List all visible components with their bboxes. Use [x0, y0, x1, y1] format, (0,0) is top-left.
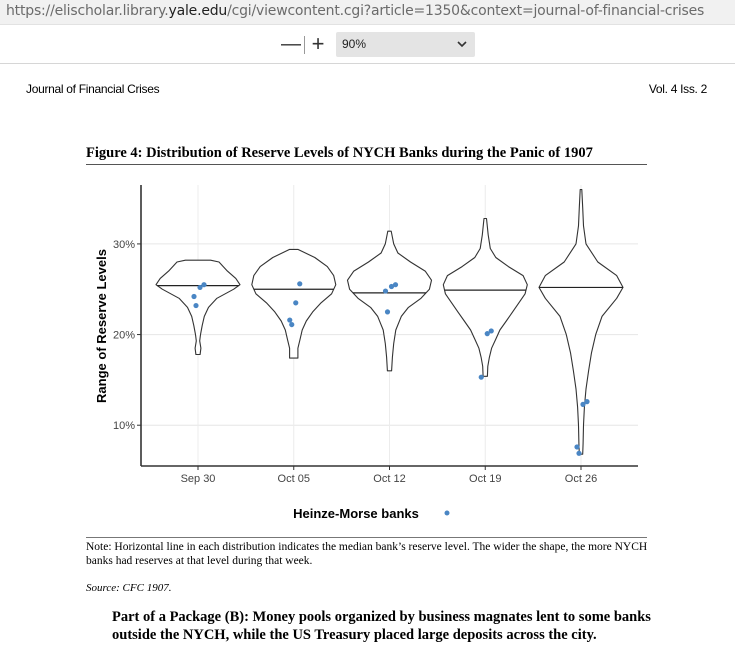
- browser-address-bar[interactable]: [0, 0, 735, 25]
- package-heading: Part of a Package (B): Money pools organized by business magnates lent to some banks outside the NYCH, while the US Treasury placed large deposits across the city.: [112, 609, 651, 643]
- y-tick-label: 30%: [112, 238, 135, 251]
- zoom-in-button[interactable]: +: [311, 31, 325, 56]
- x-tick-label: Oct 26: [564, 473, 598, 485]
- volume-issue: Vol. 4 Iss. 2: [648, 82, 707, 96]
- heinze-morse-point: [193, 303, 198, 308]
- zoom-level-select[interactable]: [336, 32, 475, 57]
- violin-shape: [443, 219, 527, 377]
- heinze-morse-point: [297, 281, 302, 286]
- chevron-down-icon: [456, 36, 468, 52]
- zoom-level-value: 90%: [342, 37, 367, 51]
- figure-title-rule: [86, 164, 647, 165]
- heinze-morse-point: [574, 444, 579, 449]
- heinze-morse-point: [197, 285, 202, 290]
- x-tick-label: Oct 12: [373, 473, 406, 485]
- x-tick-label: Sep 30: [180, 473, 216, 485]
- heinze-morse-point: [385, 309, 390, 314]
- x-tick-label: Oct 05: [277, 473, 310, 485]
- note-rule: [86, 537, 647, 538]
- violin-shape: [156, 260, 240, 354]
- violin-shape: [348, 231, 432, 371]
- heinze-morse-point: [580, 402, 585, 407]
- violin-shape: [539, 190, 623, 455]
- x-tick-label: Oct 19: [469, 473, 502, 485]
- heinze-morse-point: [383, 288, 388, 293]
- heinze-morse-point: [293, 300, 298, 305]
- legend-point-marker: [445, 511, 450, 516]
- legend-label: Heinze-Morse banks: [293, 506, 419, 521]
- y-tick-label: 10%: [112, 420, 135, 433]
- journal-name: Journal of Financial Crises: [26, 82, 160, 96]
- figure-source: Source: CFC 1907.: [86, 582, 172, 594]
- y-tick-label: 20%: [112, 329, 135, 342]
- figure-title: Figure 4: Distribution of Reserve Levels of NYCH Banks during the Panic of 1907: [86, 145, 593, 161]
- heinze-morse-point: [191, 294, 196, 299]
- heinze-morse-point: [485, 331, 490, 336]
- heinze-morse-point: [287, 317, 292, 322]
- toolbar-divider: [304, 36, 305, 54]
- heinze-morse-point: [289, 322, 294, 327]
- heinze-morse-point: [576, 451, 581, 456]
- url-text[interactable]: https://elischolar.library.yale.edu/cgi/viewcontent.cgi?article=1350&context=journal-of-financial-crises: [6, 3, 705, 19]
- violin-chart: [86, 176, 652, 536]
- figure-note: Note: Horizontal line in each distribution indicates the median bank’s reserve level. The wider the shape, the more NYCH banks had reserves at that level during that week.: [86, 541, 648, 567]
- heinze-morse-point: [389, 284, 394, 289]
- heinze-morse-point: [479, 375, 484, 380]
- y-axis-label: Range of Reserve Levels: [94, 249, 109, 403]
- zoom-out-button[interactable]: —: [281, 33, 301, 55]
